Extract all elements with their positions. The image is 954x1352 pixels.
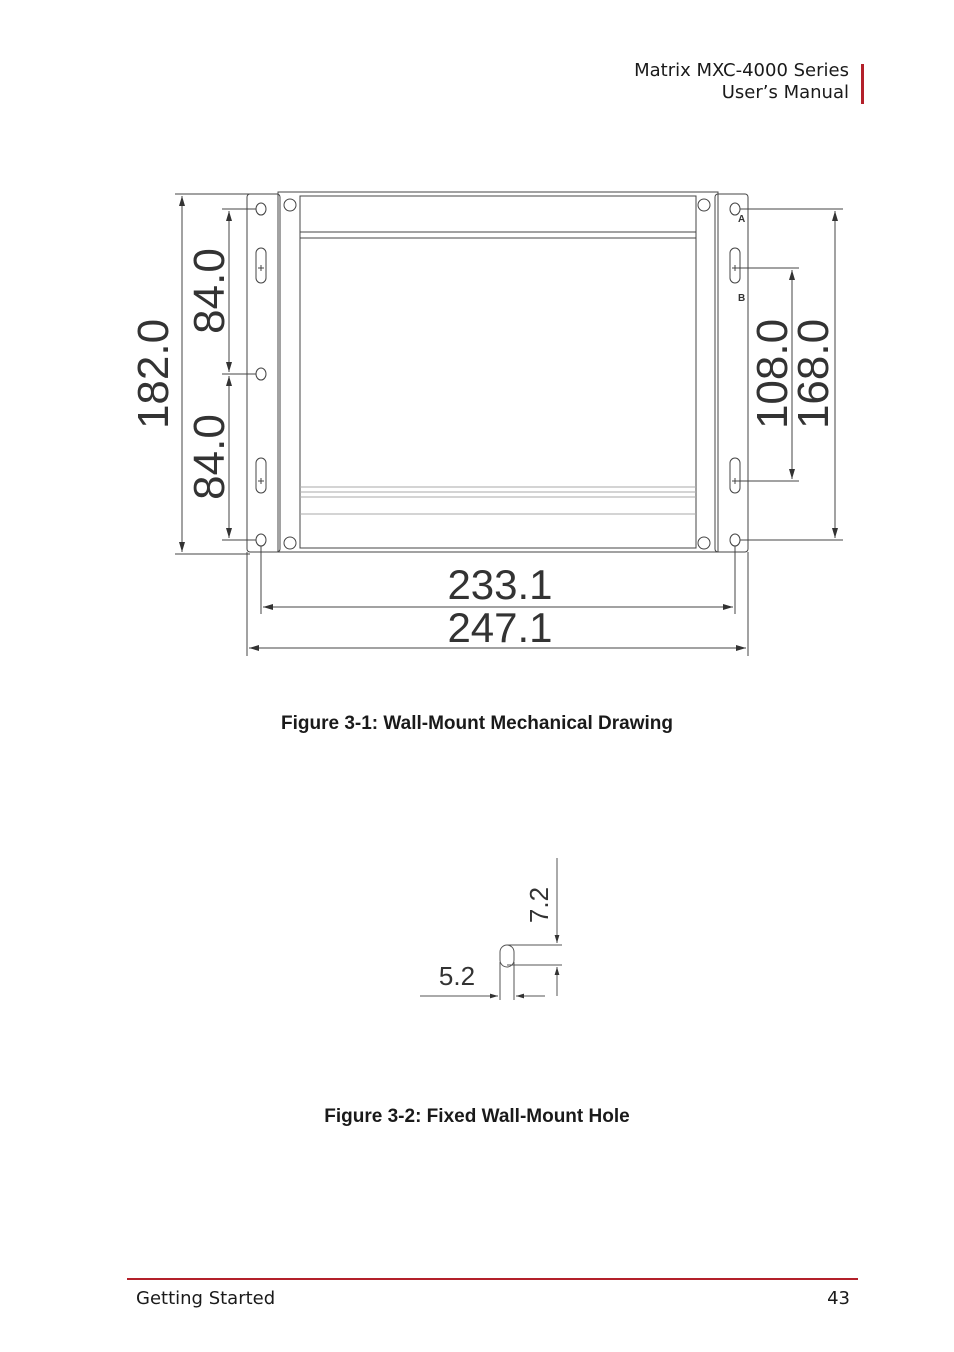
dim-247-label: 247.1 bbox=[447, 604, 553, 651]
marker-a: A bbox=[738, 214, 746, 225]
page-number: 43 bbox=[827, 1288, 850, 1309]
dim-233-label: 233.1 bbox=[447, 561, 553, 608]
footer-section: Getting Started bbox=[136, 1288, 276, 1309]
header-manual: User’s Manual bbox=[721, 82, 849, 103]
dim-108-label: 108.0 bbox=[748, 318, 797, 430]
left-hole-bottom bbox=[256, 534, 266, 546]
screw-bottom-right bbox=[698, 537, 710, 549]
slot-hole-outline bbox=[500, 945, 514, 967]
left-bracket bbox=[247, 194, 280, 552]
figure1-caption: Figure 3-1: Wall-Mount Mechanical Drawing bbox=[281, 713, 673, 734]
right-hole-bottom bbox=[730, 534, 740, 546]
screw-top-left bbox=[284, 199, 296, 211]
right-bracket bbox=[715, 194, 748, 552]
dim-7-2-label: 7.2 bbox=[524, 886, 554, 924]
dim-84-lower-label: 84.0 bbox=[185, 414, 234, 500]
left-keyhole-lower bbox=[256, 458, 266, 493]
screw-bottom-left bbox=[284, 537, 296, 549]
screw-top-right bbox=[698, 199, 710, 211]
dim-168-label: 168.0 bbox=[789, 318, 838, 430]
marker-b: B bbox=[738, 293, 746, 304]
chassis-inner bbox=[300, 196, 696, 548]
footer-rule bbox=[127, 1278, 858, 1280]
dim-5-2-label: 5.2 bbox=[438, 961, 476, 991]
dim-84-upper-label: 84.0 bbox=[185, 248, 234, 334]
chassis-body bbox=[278, 192, 718, 552]
left-hole-middle bbox=[256, 368, 266, 380]
header-product: Matrix MXC-4000 Series bbox=[634, 60, 849, 81]
dim-182-label: 182.0 bbox=[129, 318, 178, 430]
right-keyhole-lower bbox=[730, 458, 740, 493]
figure2-caption: Figure 3-2: Fixed Wall-Mount Hole bbox=[324, 1106, 630, 1127]
left-hole-top bbox=[256, 203, 266, 215]
